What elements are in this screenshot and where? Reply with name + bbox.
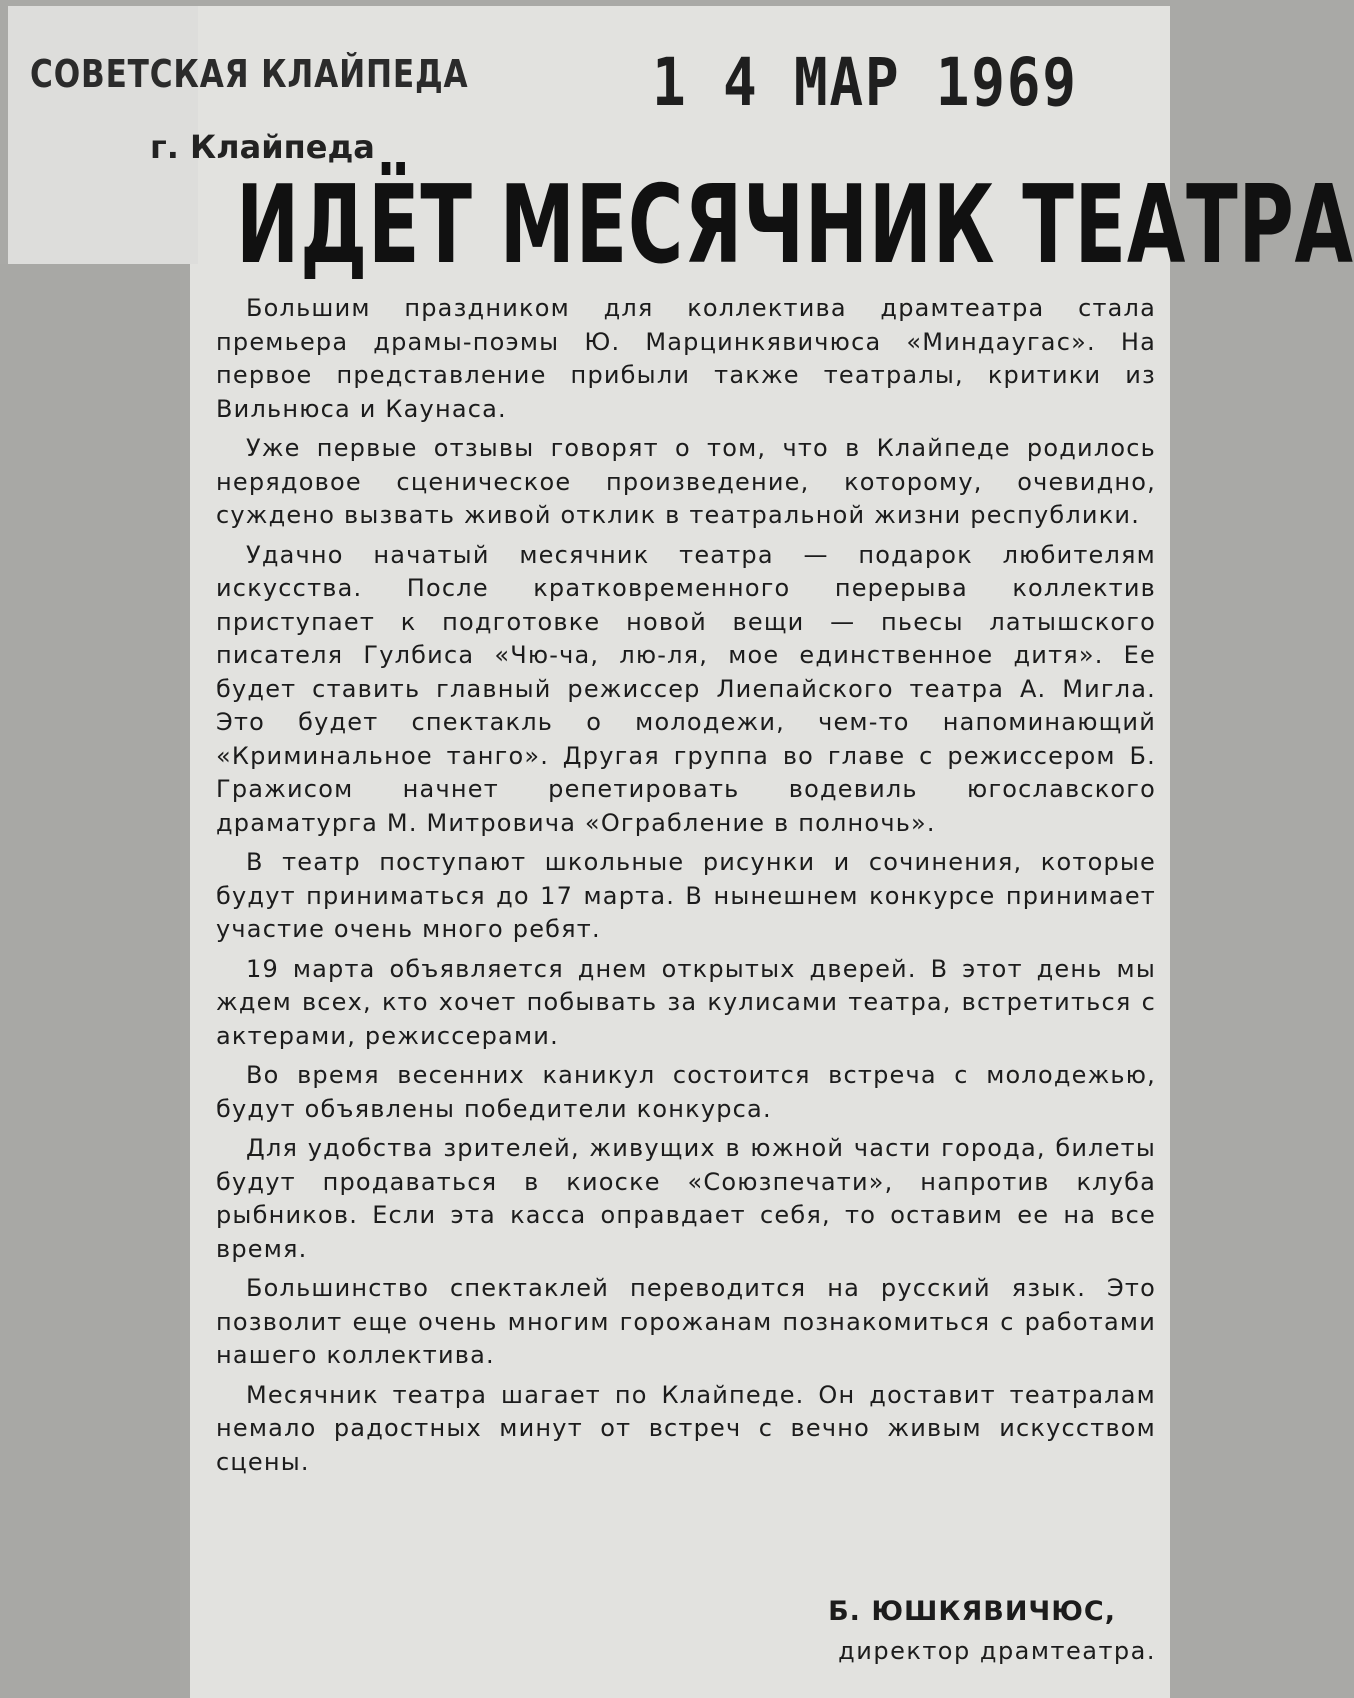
date-stamp: 1 4 МАР 1969	[652, 44, 1078, 121]
article-paragraph: Большим праздником для коллектива драмтеатра стала премьера драмы-поэмы Ю. Марцинкявичюса «Миндаугас». На первое представление прибыли также театралы, критики из Вильнюса и Каунаса.	[216, 294, 1156, 423]
article-paragraph: Большинство спектаклей переводится на русский язык. Это позволит еще очень многим горожанам познакомиться с работами нашего коллектива.	[216, 1274, 1156, 1369]
article-paragraph: В театр поступают школьные рисунки и сочинения, которые будут приниматься до 17 марта. В нынешнем конкурсе принимает участие очень много ребят.	[216, 848, 1156, 943]
article-headline: ИДЁТ МЕСЯЧНИК ТЕАТРА	[236, 163, 1354, 288]
article-paragraph: Месячник театра шагает по Клайпеде. Он доставит театралам немало радостных минут от встреч с вечно живым искусством сцены.	[216, 1380, 1156, 1476]
article-body	[216, 292, 1156, 1485]
background-panel	[0, 264, 192, 1698]
article-paragraph: Во время весенних каникул состоится встреча с молодежью, будут объявлены победители конкурса.	[216, 1061, 1156, 1123]
author-role: директор драмтеатра.	[838, 1637, 1156, 1665]
signature-block	[828, 1596, 1156, 1665]
article-paragraph: Для удобства зрителей, живущих в южной части города, билеты будут продаваться в киоске «Союзпечати», напротив клуба рыбников. Если эта касса оправдает себя, то оставим ее на все время.	[216, 1134, 1156, 1263]
newspaper-name: СОВЕТСКАЯ КЛАЙПЕДА	[30, 52, 469, 96]
article-paragraph: Уже первые отзывы говорят о том, что в Клайпеде родилось нерядовое сценическое произведение, которому, очевидно, суждено вызвать живой отклик в театральной жизни республики.	[216, 434, 1156, 529]
city-label: г. Клайпеда	[150, 128, 375, 166]
article-paragraph: Удачно начатый месячник театра — подарок любителям искусства. После кратковременного перерыва коллектив приступает к подготовке новой вещи — пьесы латышского писателя Гулбиса «Чю-ча, лю-ля, мое единственное дитя». Ее будет ставить главный режиссер Лиепайского театра А. Мигла. Это будет спектакль о молодежи, чем-то напоминающий «Криминальное танго». Другая группа во главе с режиссером Б. Гражисом начнет репетировать водевиль югославского драматурга М. Митровича «Ограбление в полночь».	[216, 540, 1156, 837]
author-name: Б. ЮШКЯВИЧЮС,	[828, 1596, 1116, 1627]
article-paragraph: 19 марта объявляется днем открытых дверей. В этот день мы ждем всех, кто хочет побывать за кулисами театра, встретиться с актерами, режиссерами.	[216, 954, 1156, 1050]
